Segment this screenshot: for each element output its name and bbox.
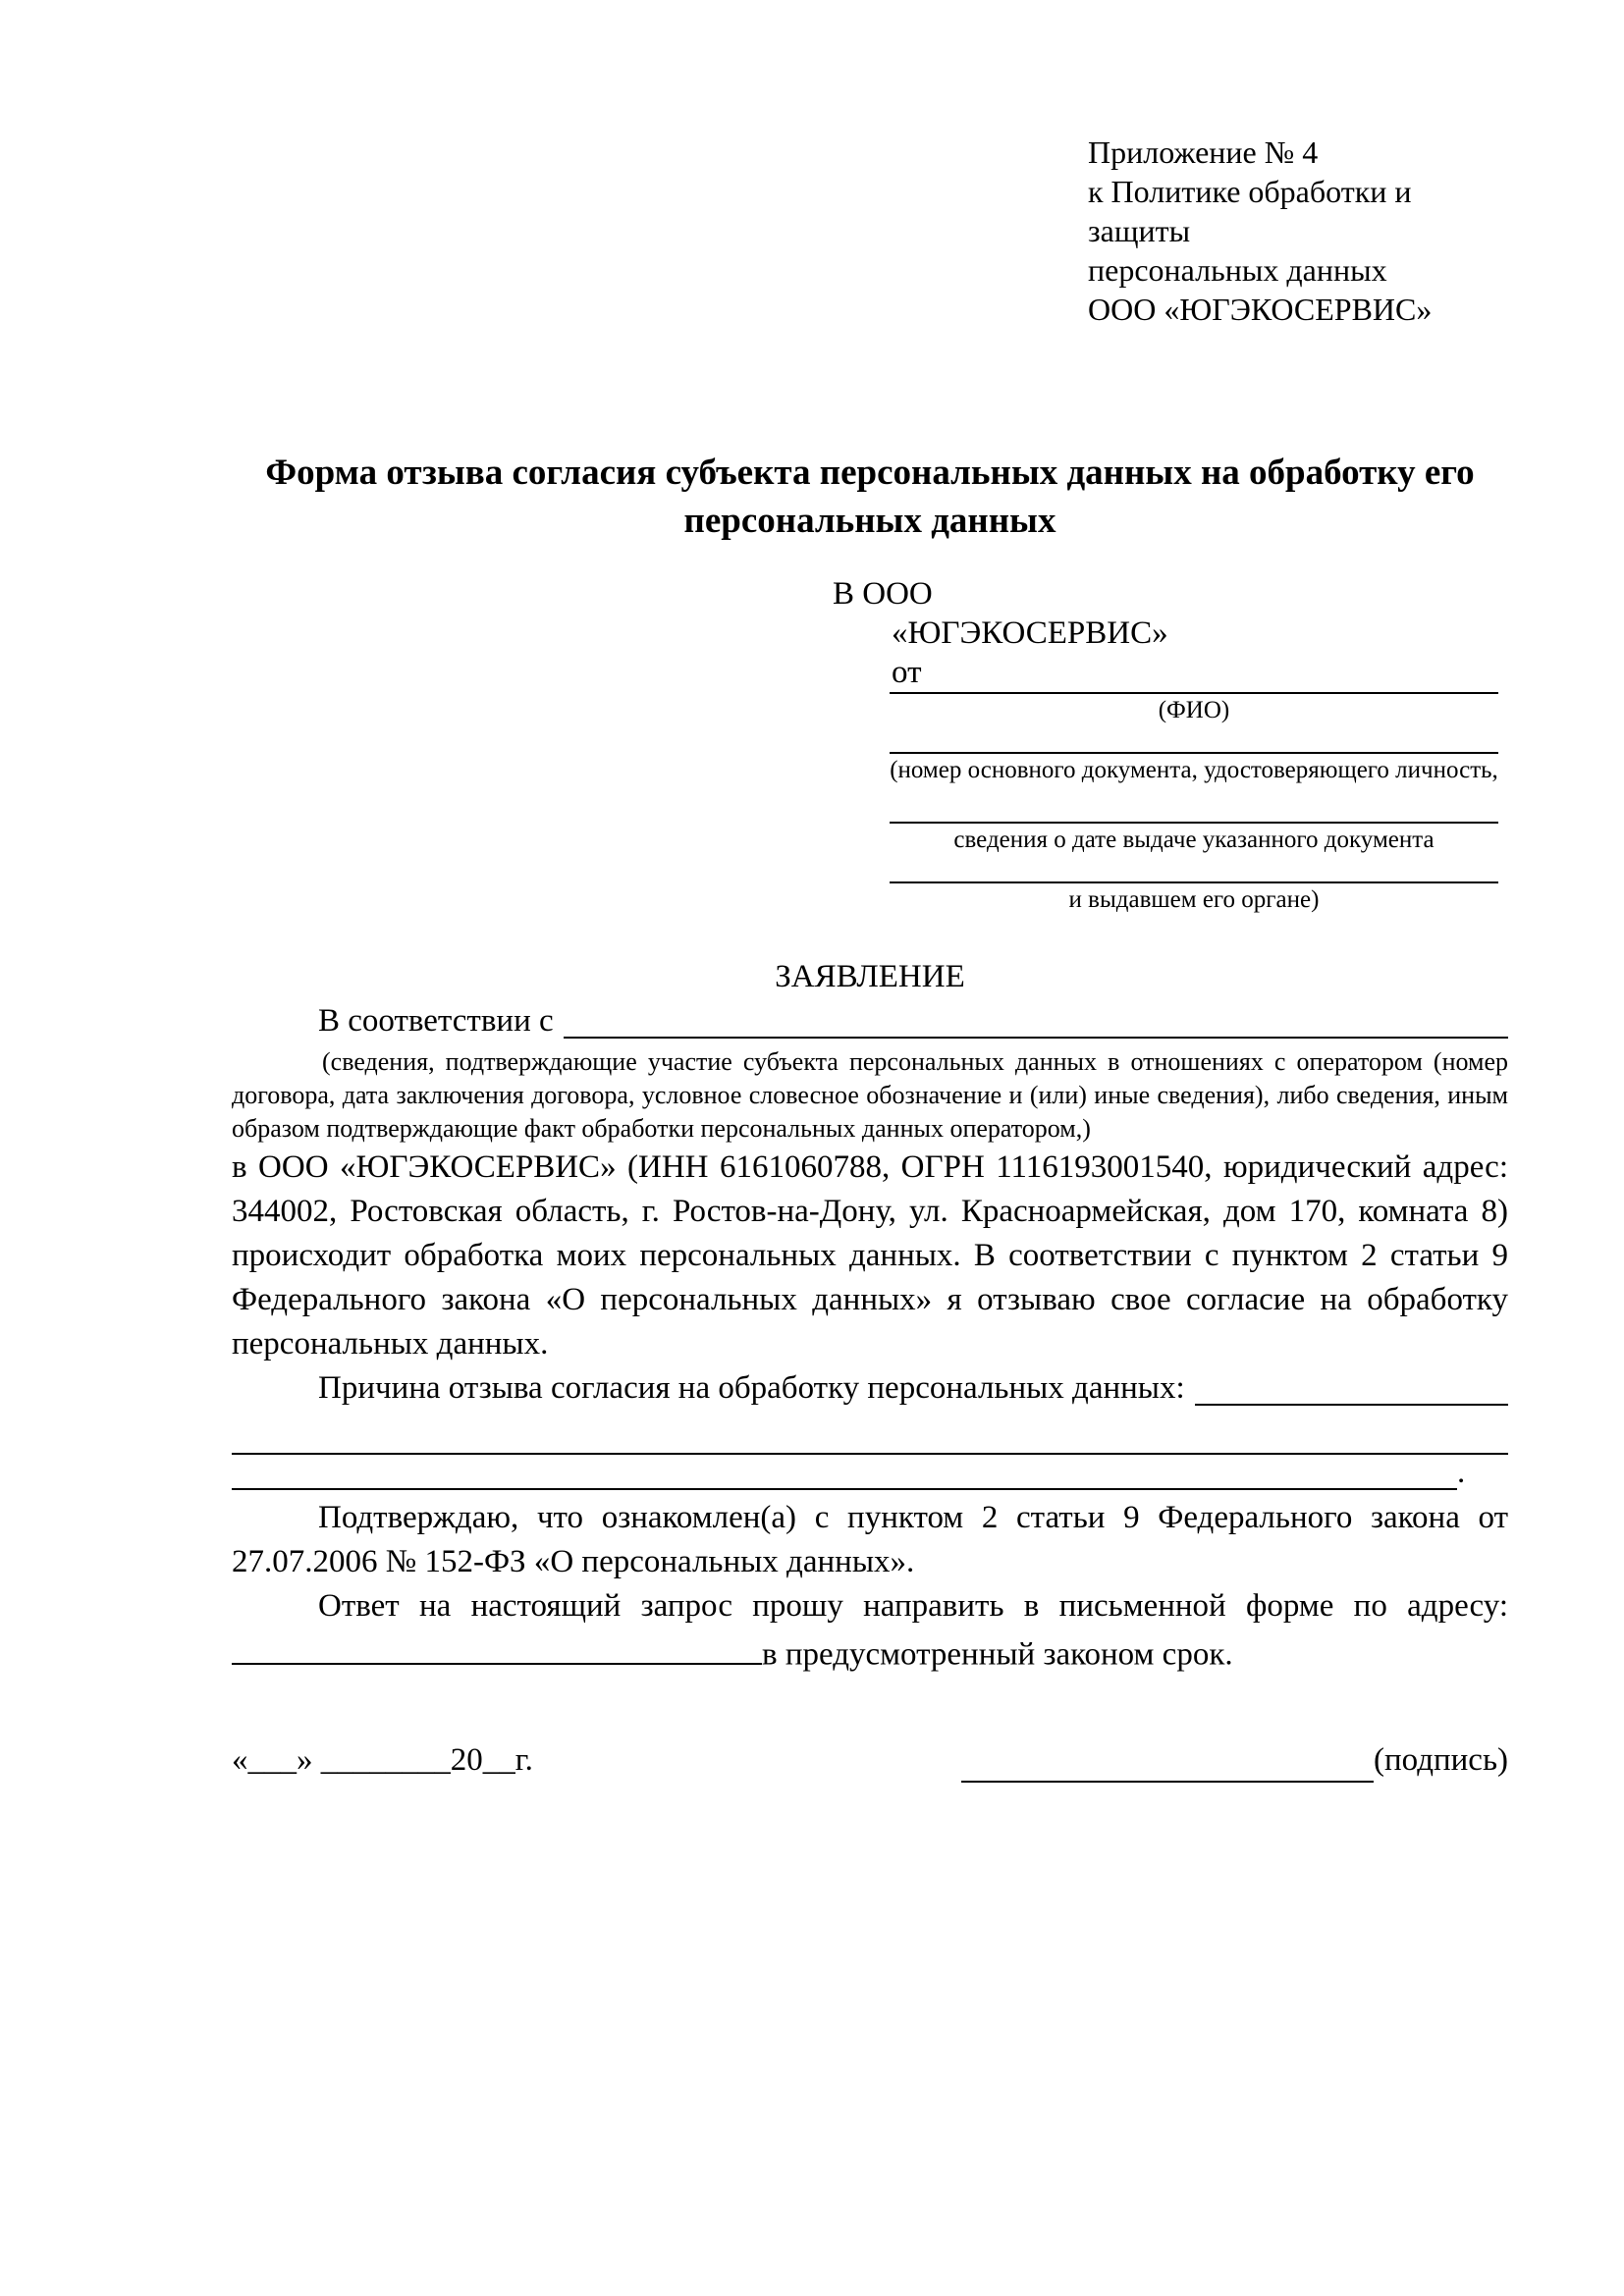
intro-line — [232, 999, 1508, 1043]
addressee-block — [833, 574, 1508, 916]
document-number-caption: (номер основного документа, удостоверяющего личность, — [890, 757, 1498, 783]
issue-date-caption: сведения о дате выдаче указанного документа — [953, 827, 1435, 853]
signature-blank-line — [961, 1746, 1374, 1783]
signature-group — [961, 1738, 1508, 1783]
statement-body-paragraph: в ООО «ЮГЭКОСЕРВИС» (ИНН 6161060788, ОГРН 1116193001540, юридический адрес: 344002, Ростовская область, г. Ростов-на-Дону, ул. Красноармейская, дом 170, комната 8) происходит обработка моих персональных данных. В соответствии с пунктом 2 статьи 9 Федерального закона «О персональных данных» я отзываю свое согласие на обработку персональных данных. — [232, 1149, 1508, 1362]
line-end-period: . — [1457, 1455, 1466, 1490]
appendix-header-line: Приложение № 4 — [1088, 134, 1319, 170]
statement-heading: ЗАЯВЛЕНИЕ — [775, 959, 965, 994]
reason-prefix: Причина отзыва согласия на обработку персональных данных: — [318, 1370, 1185, 1406]
appendix-header-line: персональных данных — [1088, 252, 1387, 288]
date-field: «___» ________20__г. — [232, 1741, 533, 1778]
signature-caption: (подпись) — [1374, 1741, 1508, 1778]
reason-line — [232, 1366, 1508, 1411]
addressee-from-label: от — [892, 655, 922, 690]
addressee-org-prefix: В ООО — [833, 576, 933, 612]
intro-prefix: В соответствии с — [318, 1003, 554, 1039]
page-title: Форма отзыва согласия субъекта персональных данных на обработку его персональных данных — [265, 453, 1475, 541]
response-suffix-text: в предусмотренный законом срок. — [762, 1636, 1233, 1673]
appendix-header-line: к Политике обработки и защиты — [1088, 174, 1412, 248]
reason-blank-line-segment — [232, 1455, 1457, 1490]
addressee-org-name: «ЮГЭКОСЕРВИС» — [892, 615, 1168, 651]
reason-continuation-blank-line-1 — [232, 1411, 1508, 1455]
reason-blank-line — [1195, 1404, 1508, 1406]
basis-blank-line — [564, 1037, 1508, 1039]
fio-field-group — [890, 692, 1498, 916]
issuing-authority-caption: и выдавшем его органе) — [1068, 886, 1320, 913]
basis-explanation-note: (сведения, подтверждающие участие субъекта персональных данных в отношениях с оператором (номер договора, дата заключения договора, условное словесное обозначение и (или) иные сведения), либо сведения, иным образом подтверждающие факт обработки персональных данных оператором,) — [232, 1047, 1508, 1143]
response-request-text: Ответ на настоящий запрос прошу направить в письменной форме по адресу: — [318, 1588, 1508, 1624]
confirmation-paragraph: Подтверждаю, что ознакомлен(а) с пунктом 2 статьи 9 Федерального закона от 27.07.2006 № 152-ФЗ «О персональных данных». — [232, 1500, 1508, 1579]
appendix-header-line: ООО «ЮГЭКОСЕРВИС» — [1088, 292, 1433, 327]
appendix-header — [1088, 133, 1508, 329]
footer-row — [232, 1738, 1508, 1783]
reason-continuation-blank-line-2 — [232, 1455, 1508, 1490]
address-blank-line — [232, 1629, 762, 1665]
response-paragraph — [232, 1584, 1508, 1678]
fio-caption: (ФИО) — [1158, 697, 1230, 723]
